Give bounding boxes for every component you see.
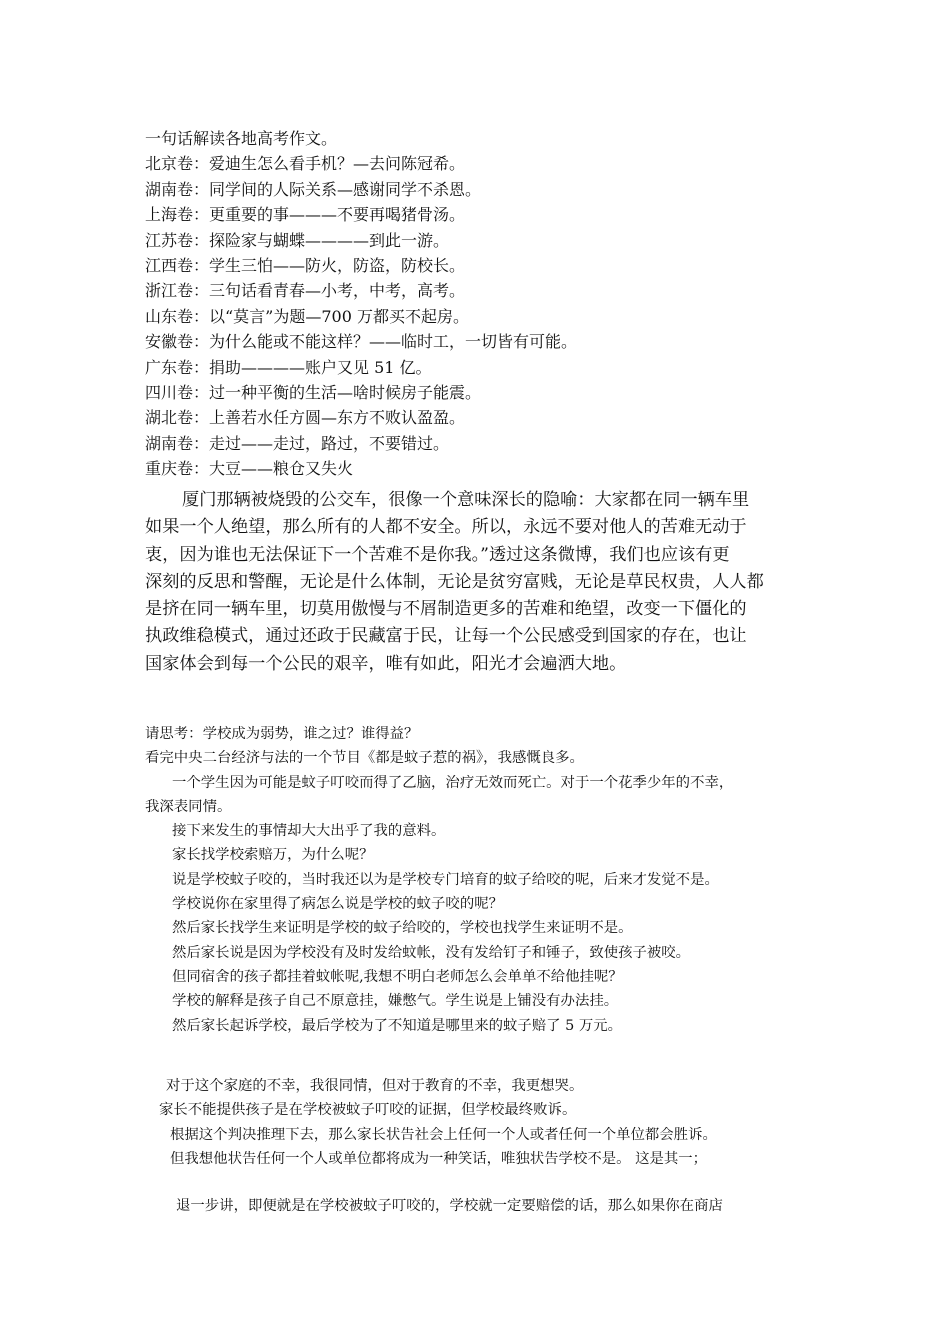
list-heading: 一句话解读各地高考作文。 bbox=[145, 129, 338, 148]
reflection-line: 根据这个判决推理下去，那么家长状告社会上任何一个人或者任何一个单位都会胜诉。 bbox=[170, 1126, 717, 1143]
story-line: 学校说你在家里得了病怎么说是学校的蚊子咬的呢？ bbox=[172, 896, 503, 913]
reflection-line: 但我想他状告任何一个人或单位都将成为一种笑话，唯独状告学校不是。 这是其一； bbox=[170, 1150, 708, 1167]
paragraph-line: 是挤在同一辆车里，切莫用傲慢与不屑制造更多的苦难和绝望，改变一下僵化的 bbox=[145, 599, 747, 620]
reflection-line: 家长不能提供孩子是在学校被蚊子叮咬的证据，但学校最终败诉。 bbox=[159, 1102, 577, 1119]
story-line: 看完中央二台经济与法的一个节目《都是蚊子惹的祸》，我感慨良多。 bbox=[145, 750, 584, 767]
closing-line: 退一步讲，即便就是在学校被蚊子叮咬的，学校就一定要赔偿的话，那么如果你在商店 bbox=[176, 1198, 723, 1214]
story-line: 接下来发生的事情却大大出乎了我的意料。 bbox=[172, 823, 446, 840]
paragraph-line: 如果一个人绝望，那么所有的人都不安全。所以，永远不要对他人的苦难无动于 bbox=[145, 517, 747, 538]
story-line: 家长找学校索赔万，为什么呢？ bbox=[172, 847, 374, 864]
list-item: 安徽卷：为什么能或不能这样？——临时工，一切皆有可能。 bbox=[145, 332, 578, 352]
list-item: 江西卷：学生三怕——防火，防盗，防校长。 bbox=[145, 255, 466, 275]
section-question: 请思考：学校成为弱势，谁之过？谁得益？ bbox=[145, 726, 419, 742]
list-item: 重庆卷：大豆——粮仓又失火 bbox=[145, 459, 354, 479]
story-line: 说是学校蚊子咬的，当时我还以为是学校专门培育的蚊子给咬的呢，后来才发觉不是。 bbox=[172, 871, 719, 888]
paragraph-line: 深刻的反思和警醒，无论是什么体制，无论是贫穷富贱，无论是草民权贵，人人都 bbox=[145, 571, 764, 592]
reflection-section bbox=[145, 1074, 845, 1171]
xiamen-bus-paragraph bbox=[145, 487, 835, 678]
list-item: 江苏卷：探险家与蝴蝶————到此一游。 bbox=[145, 230, 450, 250]
list-item: 湖南卷：走过——走过，路过，不要错过。 bbox=[145, 433, 450, 453]
paragraph-line: 执政维稳模式，通过还政于民藏富于民，让每一个公民感受到国家的存在，也让 bbox=[145, 626, 747, 647]
story-line: 然后家长找学生来证明是学校的蚊子给咬的，学校也找学生来证明不是。 bbox=[172, 920, 633, 937]
paragraph-line: 衷，因为谁也无法保证下一个苦难不是你我。”透过这条微博，我们也应该有更 bbox=[145, 544, 730, 565]
list-item: 上海卷：更重要的事———不要再喝猪骨汤。 bbox=[145, 205, 466, 225]
closing-section bbox=[145, 1194, 845, 1218]
list-item: 山东卷：以“莫言”为题—700 万都买不起房。 bbox=[145, 306, 469, 326]
list-item: 湖北卷：上善若水任方圆—东方不败认盈盈。 bbox=[145, 408, 466, 428]
mosquito-story-section bbox=[145, 722, 845, 1038]
paragraph-line: 厦门那辆被烧毁的公交车，很像一个意味深长的隐喻：大家都在同一辆车里 bbox=[182, 490, 750, 510]
gaokao-essay-list bbox=[145, 126, 845, 481]
story-line: 学校的解释是孩子自己不原意挂，嫌憋气。学生说是上铺没有办法挂。 bbox=[172, 993, 619, 1010]
story-line: 一个学生因为可能是蚊子叮咬而得了乙脑，治疗无效而死亡。对于一个花季少年的不幸， bbox=[172, 774, 734, 791]
story-line: 然后家长说是因为学校没有及时发给蚊帐，没有发给钉子和锤子，致使孩子被咬。 bbox=[172, 944, 691, 961]
story-line: 我深表同情。 bbox=[145, 798, 232, 815]
story-line: 然后家长起诉学校，最后学校为了不知道是哪里来的蚊子赔了 5 万元。 bbox=[172, 1017, 623, 1034]
story-line: 但同宿舍的孩子都挂着蚊帐呢,我想不明白老师怎么会单单不给他挂呢？ bbox=[172, 968, 623, 985]
paragraph-line: 国家体会到每一个公民的艰辛，唯有如此，阳光才会遍洒大地。 bbox=[145, 653, 627, 674]
reflection-line: 对于这个家庭的不幸，我很同情，但对于教育的不幸，我更想哭。 bbox=[166, 1078, 584, 1094]
list-item: 北京卷：爱迪生怎么看手机？—去问陈冠希。 bbox=[145, 154, 466, 174]
list-item: 浙江卷：三句话看青春—小考，中考，高考。 bbox=[145, 281, 466, 301]
list-item: 四川卷：过一种平衡的生活—啥时候房子能震。 bbox=[145, 382, 482, 402]
list-item: 广东卷：捐助————账户又见 51 亿。 bbox=[145, 357, 432, 377]
list-item: 湖南卷：同学间的人际关系—感谢同学不杀恩。 bbox=[145, 179, 482, 199]
